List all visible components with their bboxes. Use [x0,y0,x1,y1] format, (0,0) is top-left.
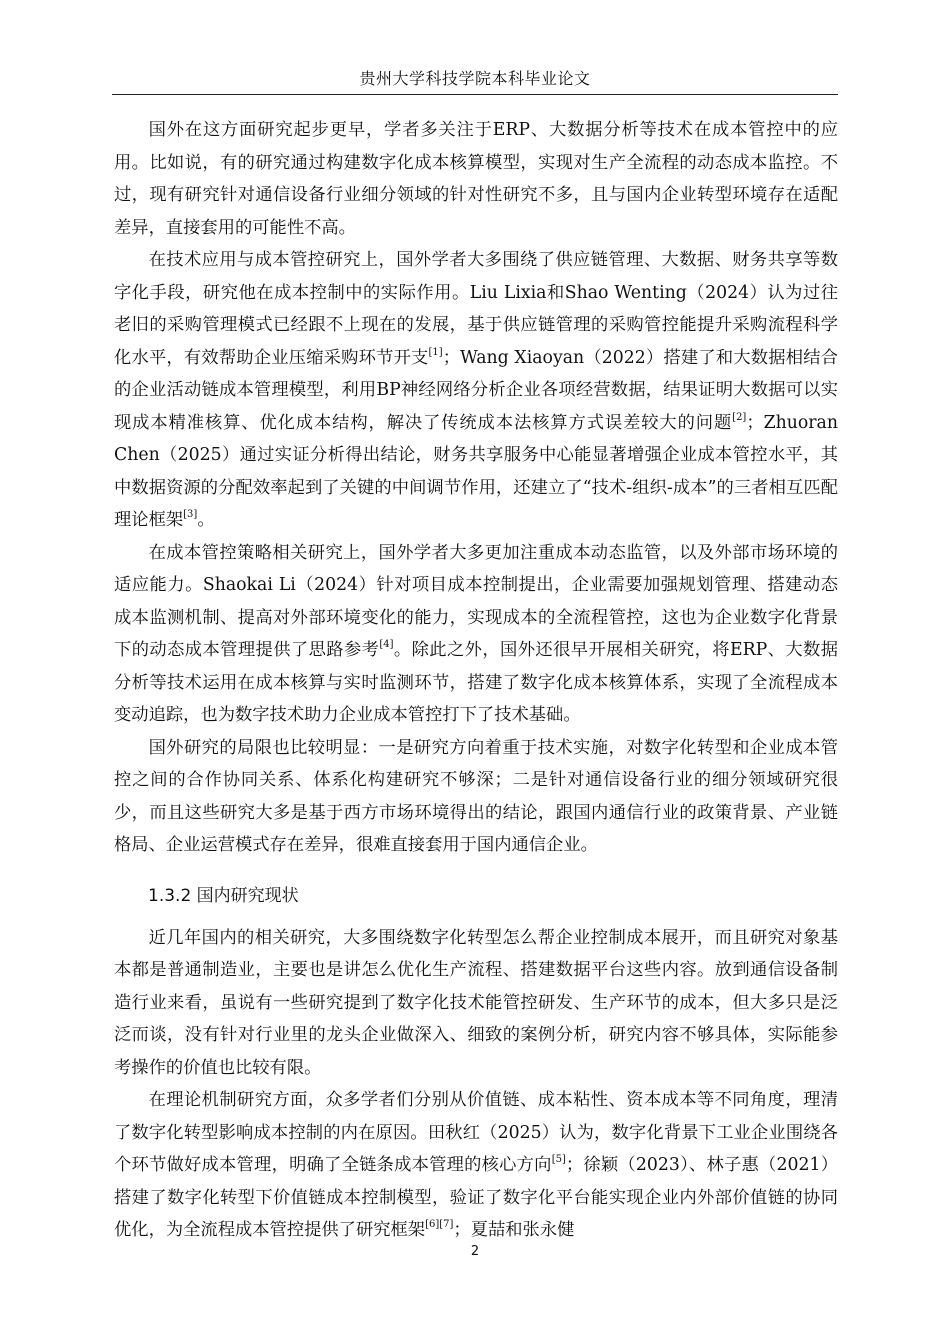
paragraph-4: 国外研究的局限也比较明显：一是研究方向着重于技术实施，对数字化转型和企业成本管控之间的合作协同关系、体系化构建研究不够深；二是针对通信设备行业的细分领域研究很少，而且这些研究大多是基于西方市场环境得出的结论，跟国内通信行业的政策背景、产业链格局、企业运营模式存在差异，很难直接套用于国内通信企业。 [114,737,838,855]
paragraph-3-text-a: 在成本管控策略相关研究上，国外学者大多更加注重成本动态监管，以及外部市场环境的适应能力。Shaokai Li（2024）针对项目成本控制提出，企业需要加强规划管理、搭建动态成本监测机制、提高对外部环境变化的能力，实现成本的全流程管控，这也为企业数字化背景下的动态成本管理提供了思路参考 [114,542,838,660]
paragraph-6-text-a: 在理论机制研究方面，众多学者们分别从价值链、成本粘性、资本成本等不同角度，理清了数字化转型影响成本控制的内在原因。田秋红（2025）认为，数字化背景下工业企业围绕各个环节做好成本管理，明确了全链条成本管理的核心方向 [114,1090,838,1175]
citation-2: [2] [732,411,747,423]
paragraph-6-text-b: ；徐颖（2023）、林子惠（2021）搭建了数字化转型下价值链成本控制模型，验证了数字化平台能实现企业内外部价值链的协同优化，为全流程成本管控提供了研究框架 [114,1155,838,1240]
section-heading: 1.3.2 国内研究现状 [148,885,299,906]
citation-5: [5] [551,1154,566,1165]
paragraph-1: 国外在这方面研究起步更早，学者多关注于ERP、大数据分析等技术在成本管控中的应用。比如说，有的研究通过构建数字化成本核算模型，实现对生产全流程的动态成本监控。不过，现有研究针对通信设备行业细分领域的针对性研究不多，且与国内企业转型环境存在适配差异，直接套用的可能性不高。 [114,120,838,238]
paragraph-5: 近几年国内的相关研究，大多围绕数字化转型怎么帮企业控制成本展开，而且研究对象基本都是普通制造业，主要也是讲怎么优化生产流程、搭建数据平台这些内容。放到通信设备制造行业来看，虽说有一些研究提到了数字化技术能管控研发、生产环节的成本，但大多只是泛泛而谈，没有针对行业里的龙头企业做深入、细致的案例分析，研究内容不够具体，实际能参考操作的价值也比较有限。 [114,927,838,1078]
page-number: 2 [470,1244,480,1259]
paragraph-3 [114,537,838,732]
citation-1: [1] [428,346,443,358]
page-header: 贵州大学科技学院本科毕业论文 [359,69,591,88]
paragraph-6 [114,1084,838,1247]
paragraph-2-text-a: 在技术应用与成本管控研究上，国外学者大多围绕了供应链管理、大数据、财务共享等数字化手段，研究他在成本控制中的实际作用。Liu Lixia和Shao Wenting（2024）认为过往老旧的采购管理模式已经跟不上现在的发展，基于供应链管理的采购管控能提升采购流程科学化水平，有效帮助企业压缩采购环节开支 [114,250,838,368]
citation-4: [4] [379,639,394,650]
paragraph-2-text-b: ；Wang Xiaoyan（2022）搭建了和大数据相结合的企业活动链成本管理模型，利用BP神经网络分析企业各项经营数据，结果证明大数据可以实现成本精准核算、优化成本结构，解决了传统成本法核算方式误差较大的问题 [114,347,838,433]
citation-3: [3] [183,509,198,520]
citation-6-7: [6][7] [425,1219,454,1230]
paragraph-6-text-c: ；夏喆和张永健 [453,1220,575,1240]
document-body [114,114,838,1247]
header-divider [112,94,838,95]
paragraph-2 [114,244,838,537]
paragraph-2-text-d: 。 [197,510,215,530]
paragraph-2-text-c: ；Zhuoran Chen（2025）通过实证分析得出结论，财务共享服务中心能显著增强企业成本管控水平，其中数据资源的分配效率起到了关键的中间调节作用，还建立了“技术-组织-成本”的三者相互匹配理论框架 [114,412,838,530]
paragraph-3-text-b: 。除此之外，国外还很早开展相关研究，将ERP、大数据分析等技术运用在成本核算与实时监测环节，搭建了数字化成本核算体系，实现了全流程成本变动追踪，也为数字技术助力企业成本管控打下了技术基础。 [114,640,838,725]
